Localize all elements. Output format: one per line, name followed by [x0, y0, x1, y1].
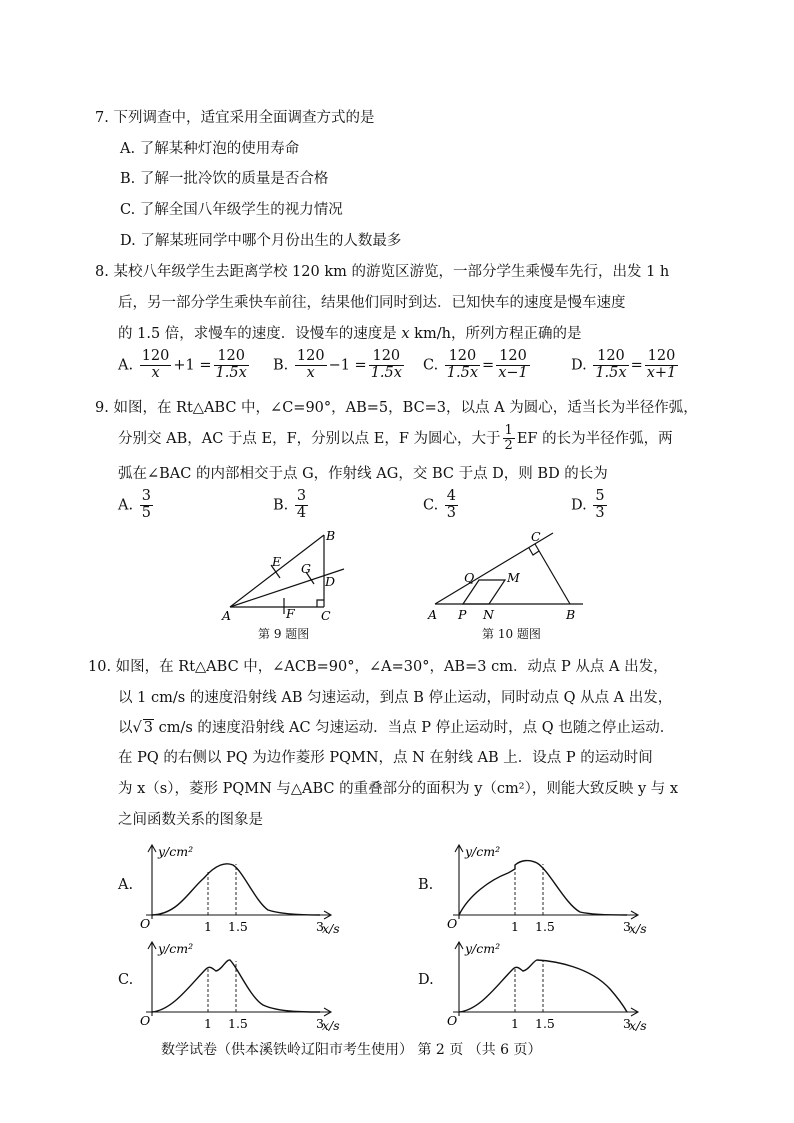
q10-line5: 为 x（s），菱形 PQMN 与△ABC 的重叠部分的面积为 y（cm²），则能大致反映 y 与 x	[118, 781, 679, 797]
tick-3: 3	[623, 919, 631, 934]
fig10-caption: 第 10 题图	[482, 627, 541, 641]
fig10-label-b: B	[566, 607, 576, 622]
figure-10	[425, 528, 595, 624]
q10-line6: 之间函数关系的图象是	[118, 812, 263, 828]
q9-line2: 分别交 AB，AC 于点 E，F，分别以点 E，F 为圆心，大于 $\frac{1}{2}$ EF 的长为半径作弧，两	[118, 423, 673, 454]
figure-9	[220, 528, 360, 624]
fig9-label-f: F	[286, 606, 295, 621]
fig10-label-p: P	[458, 607, 467, 622]
fig10-label-m: M	[507, 570, 520, 585]
fig10-label-q: Q	[464, 570, 475, 585]
q7-option-c: C. 了解全国八年级学生的视力情况	[120, 202, 343, 218]
origin-label: O	[447, 916, 458, 931]
fig10-label-n: N	[483, 607, 494, 622]
graph-a	[138, 840, 353, 935]
q8-option-b: B. $\frac{120}{x}$ −1 = $\frac{120}{1.5x}$	[273, 348, 402, 381]
tick-1: 1	[511, 1016, 519, 1031]
q7-option-b: B. 了解一批冷饮的质量是否合格	[120, 171, 329, 187]
x-axis-label: x/s	[322, 1018, 340, 1032]
q8-option-c: C. $\frac{120}{1.5x}$ = $\frac{120}{x-1}$	[423, 348, 528, 381]
tick-1-5: 1.5	[228, 919, 248, 934]
x-axis-label: x/s	[629, 1018, 647, 1032]
q10-line4: 在 PQ 的右侧以 PQ 为边作菱形 PQMN，点 N 在射线 AB 上．设点 P 的运动时间	[118, 750, 653, 766]
fig9-label-a: A	[222, 608, 232, 623]
y-axis-label: y/cm²	[465, 844, 501, 859]
x-axis-label: x/s	[629, 921, 647, 935]
graph-d	[445, 937, 660, 1032]
tick-1: 1	[511, 919, 519, 934]
fig10-label-c: C	[531, 529, 541, 544]
graph-option-a-label: A.	[118, 877, 134, 893]
x-axis-label: x/s	[322, 921, 340, 935]
graph-b	[445, 840, 660, 935]
fig9-label-e: E	[272, 554, 282, 569]
y-axis-label: y/cm²	[158, 941, 194, 956]
fig9-label-g: G	[301, 561, 311, 576]
tick-3: 3	[316, 919, 324, 934]
fig9-label-c: C	[321, 608, 331, 623]
q7-stem: 7. 下列调查中，适宜采用全面调查方式的是	[95, 110, 375, 126]
origin-label: O	[140, 1013, 151, 1028]
y-axis-label: y/cm²	[158, 844, 194, 859]
tick-1-5: 1.5	[535, 1016, 555, 1031]
q9-line1: 9. 如图，在 Rt△ABC 中，∠C=90°，AB=5，BC=3，以点 A 为圆心，适当长为半径作弧，	[95, 400, 698, 416]
q9-line3: 弧在∠BAC 的内部相交于点 G，作射线 AG，交 BC 于点 D，则 BD 的长为	[118, 466, 608, 482]
tick-1: 1	[204, 1016, 212, 1031]
q7-option-d: D. 了解某班同学中哪个月份出生的人数最多	[120, 233, 402, 249]
origin-label: O	[140, 916, 151, 931]
graph-option-b-label: B.	[418, 877, 434, 893]
q10-line3: 以√ 3 cm/s 的速度沿射线 AC 匀速运动．当点 P 停止运动时，点 Q 也随之停止运动．	[118, 720, 675, 736]
q10-line2: 以 1 cm/s 的速度沿射线 AB 匀速运动，到点 B 停止运动，同时动点 Q 从点 A 出发，	[118, 690, 673, 706]
tick-3: 3	[623, 1016, 631, 1031]
fig10-label-a: A	[428, 607, 438, 622]
tick-1: 1	[204, 919, 212, 934]
graph-c	[138, 937, 353, 1032]
q8-line1: 8. 某校八年级学生去距离学校 120 km 的游览区游览，一部分学生乘慢车先行，出发 1 h	[95, 264, 670, 280]
q8-line2: 后，另一部分学生乘快车前往，结果他们同时到达．已知快车的速度是慢车速度	[118, 295, 626, 311]
q8-line3: 的 1.5 倍，求慢车的速度．设慢车的速度是 x km/h，所列方程正确的是	[118, 326, 582, 342]
fig9-label-b: B	[326, 528, 336, 543]
graph-option-d-label: D.	[418, 972, 434, 988]
tick-3: 3	[316, 1016, 324, 1031]
q7-option-a: A. 了解某种灯泡的使用寿命	[120, 141, 300, 157]
fig9-label-d: D	[325, 574, 336, 589]
page-footer: 数学试卷（供本溪铁岭辽阳市考生使用） 第 2 页 （共 6 页）	[161, 1042, 542, 1058]
q9-option-c: C. $\frac{4}{3}$	[423, 488, 457, 521]
q9-option-d: D. $\frac{5}{3}$	[571, 488, 605, 521]
tick-1-5: 1.5	[228, 1016, 248, 1031]
fig9-caption: 第 9 题图	[258, 627, 310, 641]
q9-option-a: A. $\frac{3}{5}$	[118, 488, 151, 521]
q9-option-b: B. $\frac{3}{4}$	[273, 488, 307, 521]
graph-option-c-label: C.	[118, 972, 134, 988]
q8-option-a: A. $\frac{120}{x}$ +1 = $\frac{120}{1.5x}$	[118, 348, 247, 381]
tick-1-5: 1.5	[535, 919, 555, 934]
y-axis-label: y/cm²	[465, 941, 501, 956]
q10-line1: 10. 如图，在 Rt△ABC 中，∠ACB=90°，∠A=30°，AB=3 cm．动点 P 从点 A 出发，	[88, 659, 668, 675]
origin-label: O	[447, 1013, 458, 1028]
q8-option-d: D. $\frac{120}{1.5x}$ = $\frac{120}{x+1}$	[571, 348, 677, 381]
